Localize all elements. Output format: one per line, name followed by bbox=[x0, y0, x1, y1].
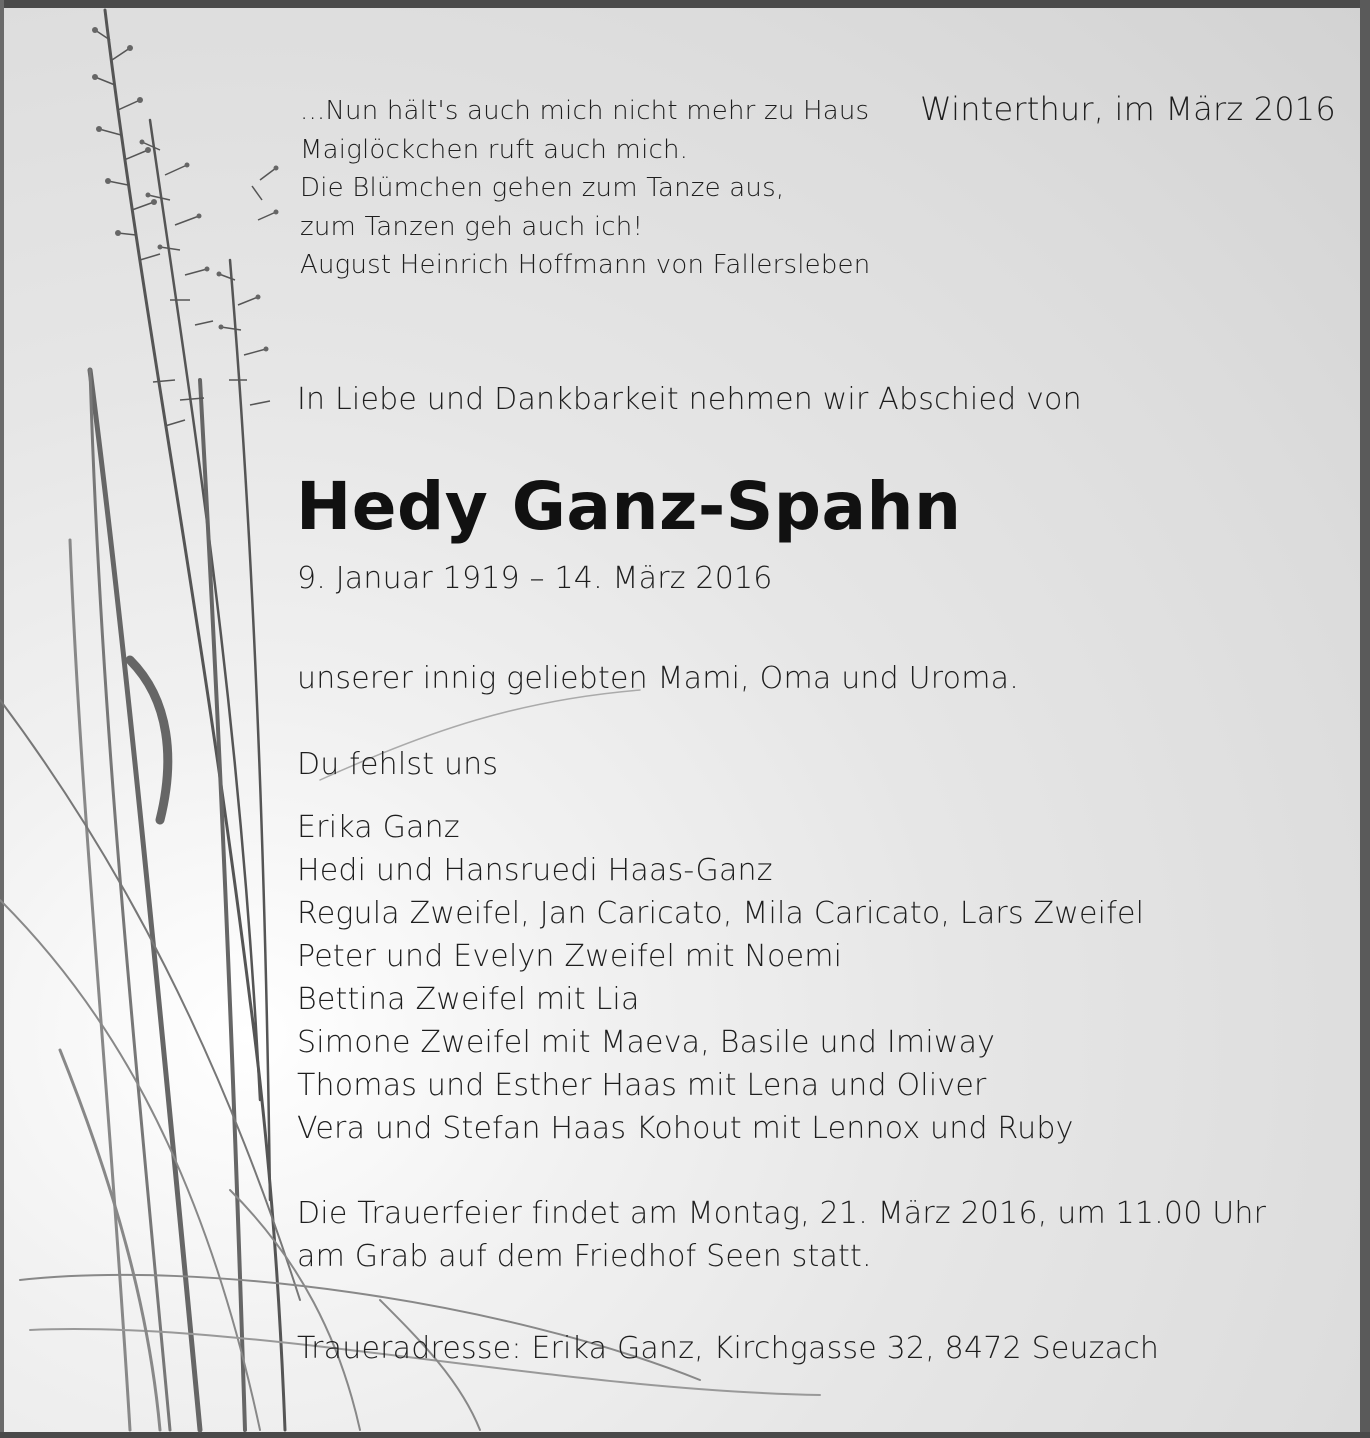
service-line: am Grab auf dem Friedhof Seen statt. bbox=[297, 1239, 872, 1274]
poem-line: zum Tanzen geh auch ich! bbox=[300, 211, 644, 242]
mourner-entry: Peter und Evelyn Zweifel mit Noemi bbox=[297, 939, 843, 974]
deceased-name: Hedy Ganz-Spahn bbox=[296, 468, 962, 545]
poem-author: August Heinrich Hoffmann von Fallersleben bbox=[300, 250, 871, 280]
poem-line: Maiglöckchen ruft auch mich. bbox=[300, 134, 689, 165]
intro-text: In Liebe und Dankbarkeit nehmen wir Abschied von bbox=[297, 382, 1082, 417]
place-date: Winterthur, im März 2016 bbox=[920, 90, 1336, 128]
mourner-entry: Simone Zweifel mit Maeva, Basile und Imiway bbox=[297, 1025, 996, 1060]
mourner-entry: Hedi und Hansruedi Haas-Ganz bbox=[297, 853, 773, 888]
poem-line: ...Nun hält's auch mich nicht mehr zu Haus bbox=[300, 96, 870, 126]
mourner-entry: Vera und Stefan Haas Kohout mit Lennox und Ruby bbox=[297, 1111, 1074, 1146]
mourner-entry: Thomas und Esther Haas mit Lena und Oliver bbox=[297, 1068, 987, 1103]
mourners-list bbox=[297, 806, 1144, 1150]
service-info bbox=[297, 1192, 1266, 1278]
memorial-poem bbox=[300, 92, 870, 285]
miss-you-text: Du fehlst uns bbox=[297, 747, 499, 782]
mourner-entry: Erika Ganz bbox=[297, 810, 460, 845]
mourning-address: Traueradresse: Erika Ganz, Kirchgasse 32, 8472 Seuzach bbox=[297, 1331, 1160, 1366]
life-dates: 9. Januar 1919 – 14. März 2016 bbox=[297, 561, 773, 596]
service-line: Die Trauerfeier findet am Montag, 21. März 2016, um 11.00 Uhr bbox=[297, 1196, 1267, 1231]
mourner-entry: Bettina Zweifel mit Lia bbox=[297, 982, 640, 1017]
poem-line: Die Blümchen gehen zum Tanze aus, bbox=[300, 173, 785, 203]
mourner-entry: Regula Zweifel, Jan Caricato, Mila Caricato, Lars Zweifel bbox=[297, 896, 1145, 931]
relation-text: unserer innig geliebten Mami, Oma und Uroma. bbox=[297, 661, 1019, 696]
